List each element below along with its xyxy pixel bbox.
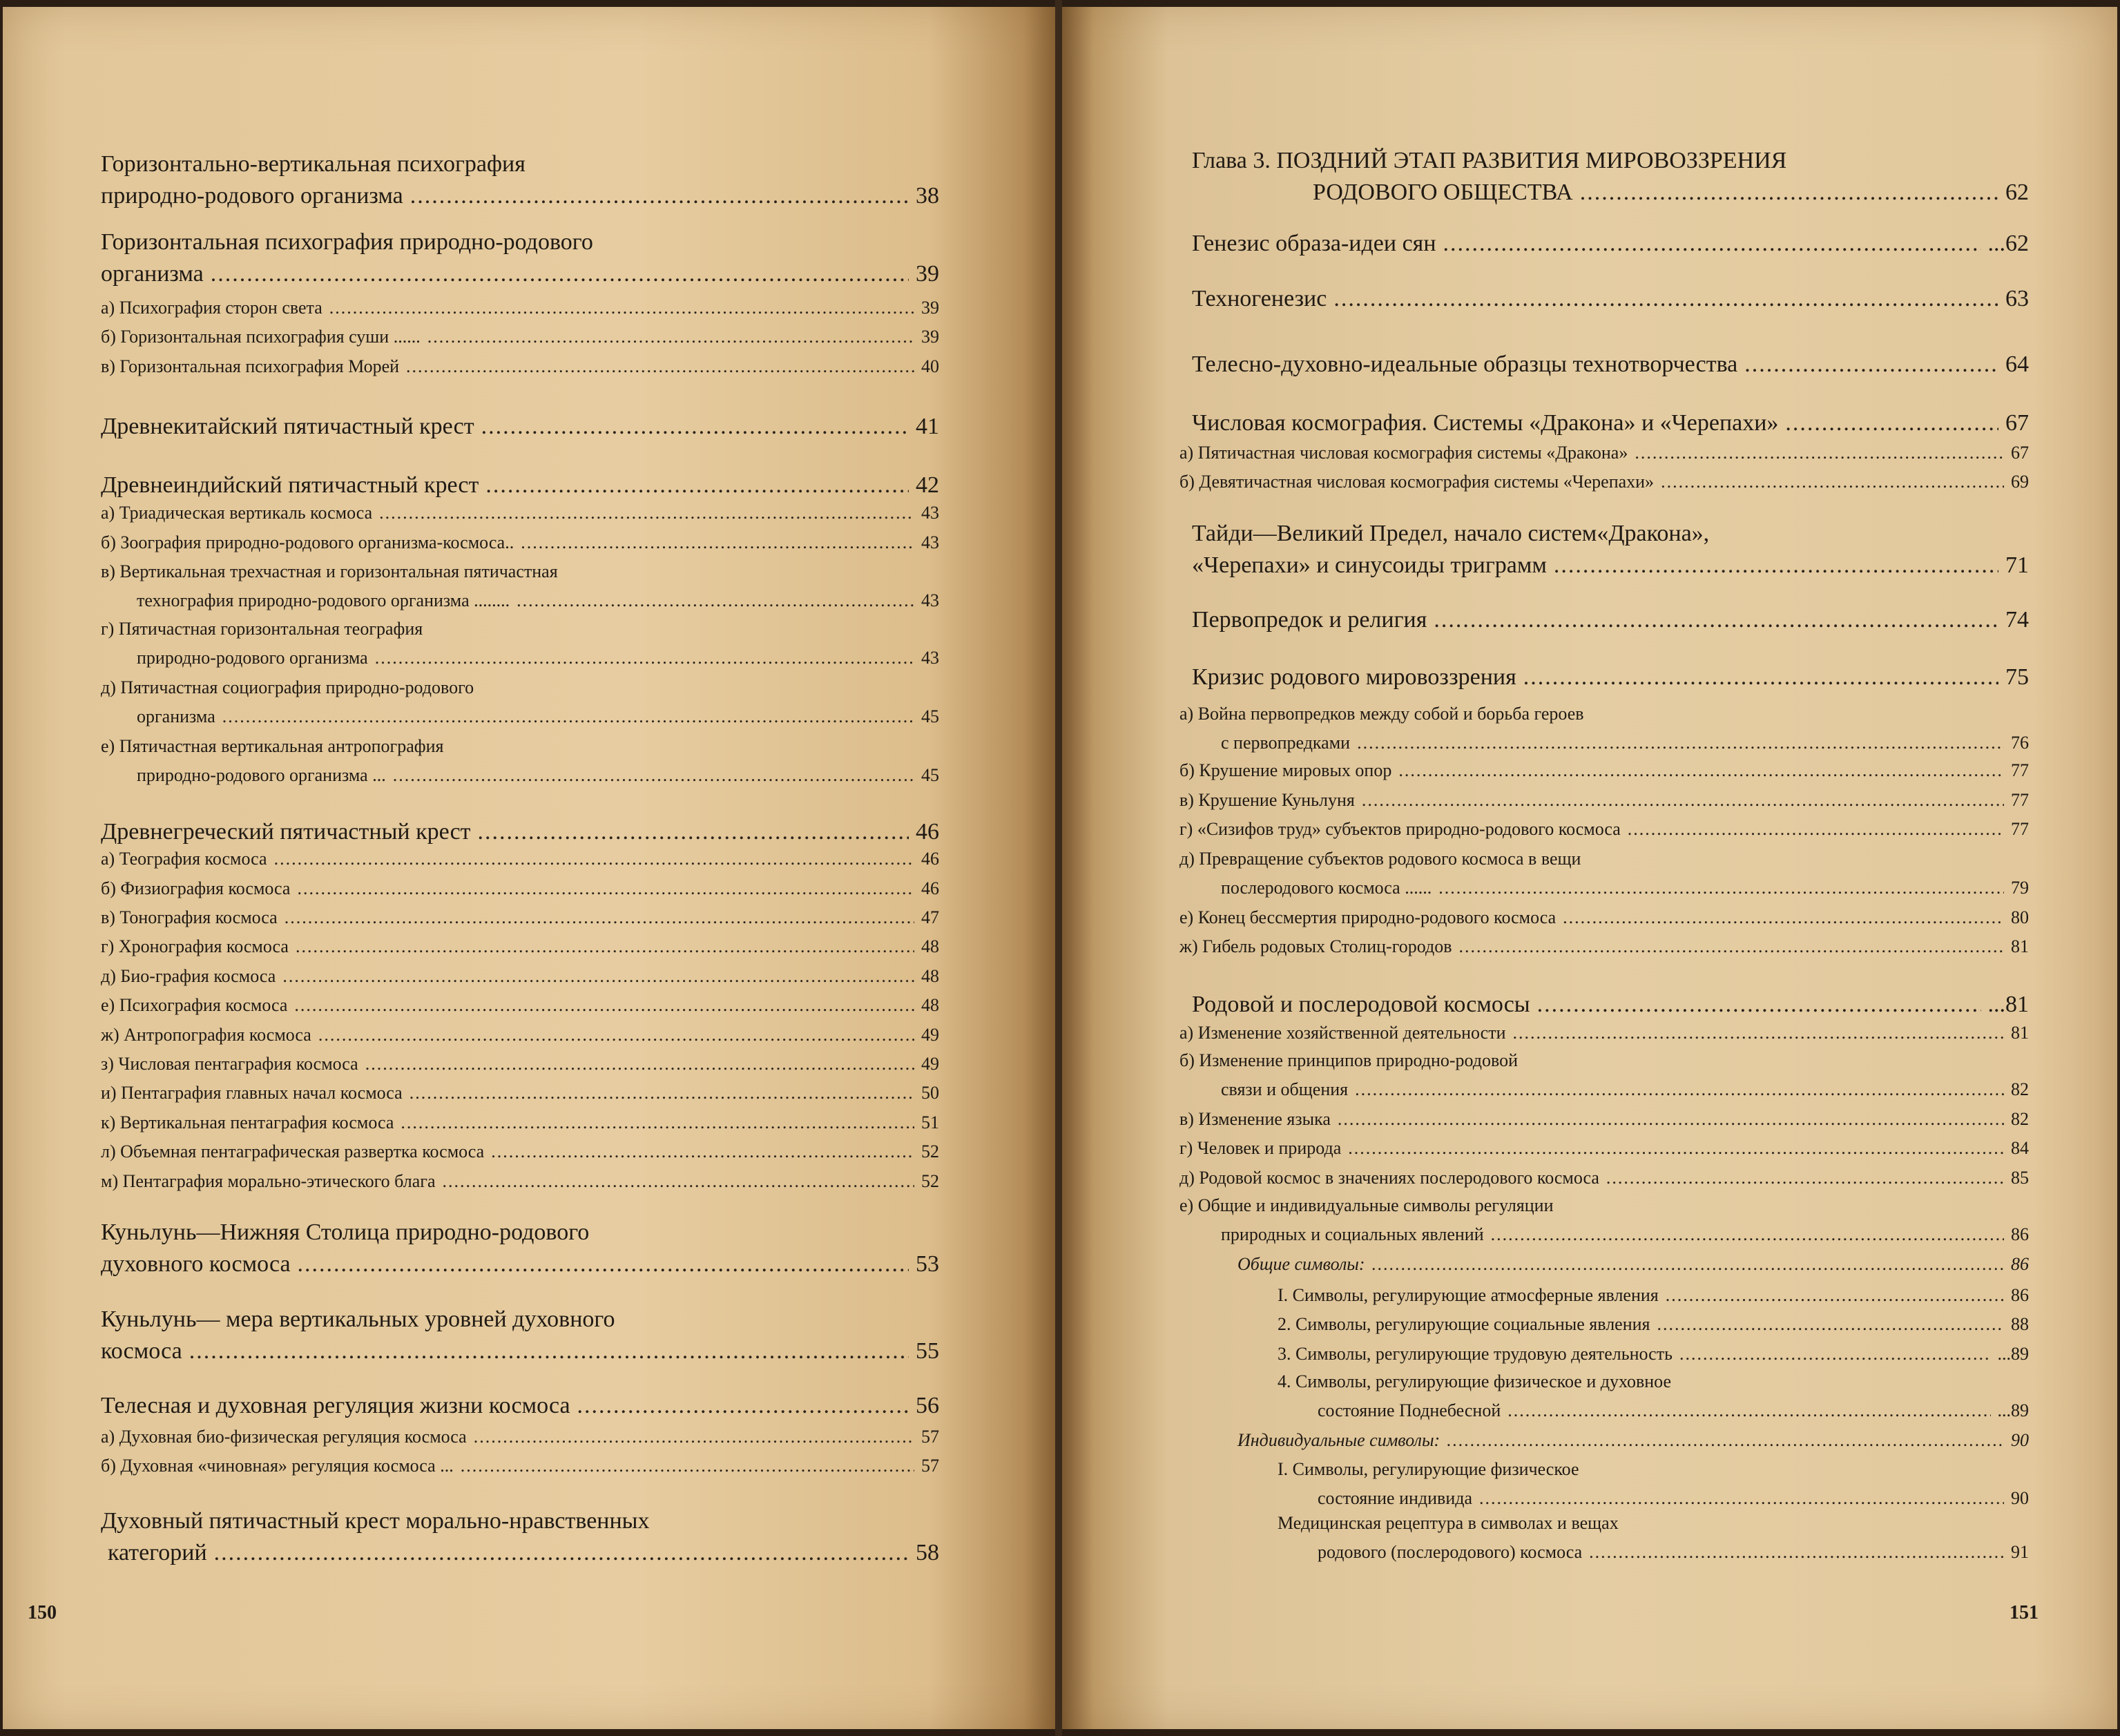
toc-entry — [101, 226, 939, 290]
dot-leader — [1491, 1220, 2004, 1249]
toc-entry-title: Медицинская рецептура в символах и вещах — [1278, 1513, 1619, 1533]
toc-page-number: 67 — [2005, 410, 2029, 436]
toc-entry-title: ж) Антропография космоса — [101, 1025, 311, 1045]
dot-leader — [1657, 1310, 2005, 1339]
toc-entry-title: связи и общения — [1221, 1079, 1349, 1099]
toc-entry-title: природно-родового организма — [101, 183, 403, 209]
toc-page-number: 45 — [921, 765, 939, 785]
toc-entry — [1179, 815, 2029, 844]
dot-leader — [461, 1452, 914, 1481]
dot-leader — [577, 1390, 909, 1422]
toc-entry-title: а) Теография космоса — [101, 849, 267, 869]
toc-entry-title: природных и социальных явлений — [1221, 1224, 1484, 1244]
dot-leader — [296, 932, 914, 961]
toc-entry-title: Числовая космография. Системы «Дракона» и «Черепахи» — [1192, 410, 1779, 436]
toc-entry-title: состояние Поднебесной — [1318, 1400, 1501, 1420]
dot-leader — [1744, 349, 1998, 380]
toc-entry-title: послеродового космоса ...... — [1221, 878, 1432, 898]
dot-leader — [521, 528, 914, 557]
toc-entry-title: технография природно-родового организма ........ — [137, 590, 510, 610]
toc-entry-title: с первопредками — [1221, 733, 1351, 753]
toc-page-number: 40 — [921, 356, 939, 376]
dot-leader — [1458, 932, 2004, 961]
toc-page-number: 84 — [2011, 1138, 2029, 1158]
toc-entry-title: б) Духовная «чиновная» регуляция космоса ... — [101, 1456, 454, 1476]
toc-entry — [101, 1137, 939, 1166]
dot-leader — [1443, 228, 1981, 260]
dot-leader — [1513, 1019, 2005, 1048]
toc-page-number: 46 — [921, 849, 939, 869]
toc-page-number: 48 — [921, 995, 939, 1015]
toc-entry — [1192, 662, 2029, 693]
toc-entry — [1192, 518, 2029, 581]
toc-page-number: 39 — [921, 327, 939, 347]
toc-entry — [101, 470, 939, 501]
toc-entry — [101, 732, 939, 790]
dot-leader — [1507, 1396, 1990, 1425]
toc-entry — [101, 148, 939, 212]
toc-entry-title: в) Горизонтальная психография Морей — [101, 356, 400, 376]
dot-leader — [1589, 1538, 2004, 1567]
dot-leader — [485, 470, 909, 501]
dot-leader — [297, 874, 914, 903]
toc-page-number: 67 — [2011, 443, 2029, 463]
toc-entry-title: Техногенезис — [1192, 286, 1327, 311]
toc-entry-title: а) Психография сторон света — [101, 298, 322, 318]
toc-page-number: 81 — [2011, 936, 2029, 956]
toc-entry-title: г) «Сизифов труд» субъектов природно-родового космоса — [1179, 819, 1621, 839]
toc-entry-title: в) Изменение языка — [1179, 1109, 1331, 1129]
dot-leader — [1666, 1281, 2004, 1310]
toc-entry-title: I. Символы, регулирующие атмосферные явления — [1278, 1285, 1659, 1305]
toc-page-number: 69 — [2011, 472, 2029, 492]
dot-leader — [478, 816, 909, 848]
toc-entry — [101, 1167, 939, 1196]
toc-entry — [101, 932, 939, 961]
toc-entry-title: д) Превращение субъектов родового космоса в вещи — [1179, 849, 1581, 869]
toc-page-number: 86 — [2011, 1285, 2029, 1305]
toc-entry-title: д) Био-графия космоса — [101, 966, 276, 986]
toc-entry — [101, 528, 939, 557]
toc-entry-title: а) Духовная био-физическая регуляция космоса — [101, 1427, 467, 1447]
toc-entry-title: Древнегреческий пятичастный крест — [101, 819, 471, 845]
toc-page-number: 49 — [921, 1025, 939, 1045]
toc-page-number: 49 — [921, 1054, 939, 1074]
toc-page-number: 50 — [921, 1083, 939, 1103]
toc-page-number: 46 — [921, 878, 939, 898]
dot-leader — [1398, 756, 2004, 785]
toc-entry-title: Куньлунь— мера вертикальных уровней духовного — [101, 1306, 615, 1332]
toc-entry-title: категорий — [108, 1540, 207, 1565]
page-number-left: 150 — [28, 1602, 57, 1623]
toc-entry-title: состояние индивида — [1318, 1488, 1473, 1508]
dot-leader — [1523, 662, 1998, 693]
dot-leader — [375, 644, 914, 673]
toc-entry — [1179, 756, 2029, 785]
toc-page-number: 63 — [2005, 286, 2029, 311]
dot-leader — [517, 586, 914, 615]
dot-leader — [211, 258, 909, 290]
toc-entry-title: е) Пятичастная вертикальная антропография — [101, 736, 444, 756]
right-toc — [1062, 7, 2117, 1729]
toc-entry-title: Общие символы: — [1237, 1254, 1365, 1274]
toc-entry-title: организма — [101, 261, 204, 287]
dot-leader — [285, 903, 914, 932]
toc-entry-title: Индивидуальные символы: — [1237, 1430, 1440, 1450]
toc-entry — [1278, 1281, 2029, 1310]
toc-page-number: 88 — [2011, 1314, 2029, 1334]
toc-entry — [101, 673, 939, 731]
toc-entry-title: I. Символы, регулирующие физическое — [1278, 1459, 1579, 1479]
toc-entry-title: ж) Гибель родовых Столиц-городов — [1179, 936, 1452, 956]
dot-leader — [1447, 1426, 2004, 1455]
dot-leader — [406, 352, 914, 381]
toc-entry-title: е) Психография космоса — [101, 995, 288, 1015]
toc-page-number: ...89 — [1997, 1344, 2029, 1364]
toc-page-number: 82 — [2011, 1079, 2029, 1099]
right-page — [1062, 7, 2117, 1729]
toc-entry — [101, 1050, 939, 1079]
toc-page-number: 48 — [921, 936, 939, 956]
toc-entry — [1179, 1105, 2029, 1134]
dot-leader — [1628, 815, 2004, 844]
toc-entry — [101, 1390, 939, 1422]
toc-entry-title: природно-родового организма — [137, 648, 368, 668]
dot-leader — [1338, 1105, 2004, 1134]
toc-entry-title: Телесно-духовно-идеальные образцы технотворчества — [1192, 351, 1738, 377]
toc-entry — [1179, 845, 2029, 903]
toc-page-number: 55 — [916, 1338, 939, 1364]
toc-entry — [1192, 407, 2029, 439]
toc-page-number: 39 — [916, 261, 939, 287]
toc-entry-title: д) Родовой космос в значениях послеродового космоса — [1179, 1168, 1599, 1188]
toc-page-number: 58 — [916, 1540, 939, 1565]
toc-page-number: 81 — [2011, 1023, 2029, 1043]
left-page — [3, 7, 1055, 1729]
dot-leader — [1537, 989, 1981, 1021]
dot-leader — [329, 293, 914, 322]
toc-entry — [101, 322, 939, 351]
toc-entry-title: б) Девятичастная числовая космография системы «Черепахи» — [1179, 472, 1655, 492]
toc-entry-title: Телесная и духовная регуляция жизни космоса — [101, 1393, 570, 1418]
toc-page-number: 46 — [916, 819, 939, 845]
dot-leader — [427, 322, 914, 351]
toc-entry — [101, 1452, 939, 1481]
toc-entry-title: в) Тонография космоса — [101, 907, 278, 927]
dot-leader — [1785, 407, 1998, 439]
dot-leader — [1606, 1164, 2004, 1193]
toc-entry — [1192, 604, 2029, 636]
toc-entry — [1192, 145, 2029, 209]
dot-leader — [214, 1537, 909, 1569]
dot-leader — [298, 1248, 909, 1280]
toc-entry-title: б) Горизонтальная психография суши ...... — [101, 327, 421, 347]
toc-entry — [1179, 467, 2029, 496]
toc-page-number: 75 — [2005, 664, 2029, 690]
toc-entry-title: Кризис родового мировоззрения — [1192, 664, 1516, 690]
toc-entry — [1179, 932, 2029, 961]
toc-entry — [101, 1505, 939, 1569]
toc-entry-title: 4. Символы, регулирующие физическое и духовное — [1278, 1371, 1672, 1391]
toc-page-number: 64 — [2005, 351, 2029, 377]
toc-page-number: 86 — [2011, 1254, 2029, 1274]
toc-entry-title: а) Война первопредков между собой и борьба героев — [1179, 704, 1584, 724]
dot-leader — [393, 761, 914, 790]
dot-leader — [1362, 786, 2004, 815]
toc-entry — [101, 557, 939, 615]
dot-leader — [274, 845, 914, 874]
toc-entry-title: а) Изменение хозяйственной деятельности — [1179, 1023, 1506, 1043]
dot-leader — [410, 180, 909, 212]
toc-entry-title: б) Физиография космоса — [101, 878, 291, 898]
toc-entry — [1179, 1046, 2029, 1104]
toc-entry-title: а) Триадическая вертикаль космоса — [101, 503, 373, 523]
dot-leader — [1679, 1340, 1991, 1369]
toc-entry-title: 3. Символы, регулирующие трудовую деятельность — [1278, 1344, 1673, 1364]
dot-leader — [379, 499, 914, 528]
toc-page-number: 76 — [2011, 733, 2029, 753]
toc-page-number: 57 — [921, 1427, 939, 1447]
dot-leader — [409, 1079, 914, 1108]
toc-page-number: 62 — [2005, 180, 2029, 205]
dot-leader — [1333, 283, 1998, 315]
toc-entry — [1278, 1455, 2029, 1513]
toc-page-number: 90 — [2011, 1488, 2029, 1508]
dot-leader — [1580, 177, 1998, 209]
toc-entry — [1179, 1019, 2029, 1048]
toc-page-number: ...89 — [1997, 1400, 2029, 1420]
toc-entry — [1278, 1340, 2029, 1369]
toc-page-number: 91 — [2011, 1542, 2029, 1562]
toc-entry-title: Горизонтально-вертикальная психография — [101, 151, 526, 177]
dot-leader — [222, 702, 914, 731]
toc-entry — [101, 903, 939, 932]
toc-entry — [1192, 349, 2029, 380]
toc-entry — [101, 1108, 939, 1137]
toc-page-number: 48 — [921, 966, 939, 986]
dot-leader — [1438, 874, 2004, 903]
toc-page-number: 53 — [916, 1251, 939, 1277]
toc-entry — [1237, 1250, 2029, 1279]
toc-entry-title: Глава 3. ПОЗДНИЙ ЭТАП РАЗВИТИЯ МИРОВОЗЗРЕНИЯ — [1192, 148, 1787, 173]
toc-entry-title: Древнеиндийский пятичастный крест — [101, 472, 479, 498]
toc-page-number: 51 — [921, 1112, 939, 1132]
toc-page-number: 39 — [921, 298, 939, 318]
toc-entry — [1192, 228, 2029, 260]
toc-page-number: 77 — [2011, 790, 2029, 810]
toc-entry — [1179, 700, 2029, 758]
toc-entry — [101, 845, 939, 874]
toc-entry-title: организма — [137, 706, 215, 726]
toc-entry — [1237, 1426, 2029, 1455]
toc-page-number: 41 — [916, 414, 939, 439]
toc-entry-title: и) Пентаграфия главных начал космоса — [101, 1083, 403, 1103]
toc-entry — [101, 991, 939, 1020]
toc-entry-title: Родовой и послеродовой космосы — [1192, 992, 1530, 1017]
toc-entry-title: Генезис образа-идеи сян — [1192, 231, 1436, 256]
toc-page-number: 85 — [2011, 1168, 2029, 1188]
toc-entry — [1179, 1134, 2029, 1163]
toc-page-number: 74 — [2005, 607, 2029, 633]
dot-leader — [1355, 1075, 2004, 1104]
toc-page-number: 77 — [2011, 819, 2029, 839]
toc-entry-title: б) Крушение мировых опор — [1179, 760, 1392, 780]
toc-page-number: 90 — [2011, 1430, 2029, 1450]
toc-entry-title: в) Вертикальная трехчастная и горизонтальная пятичастная — [101, 561, 558, 581]
toc-entry-title: г) Человек и природа — [1179, 1138, 1342, 1158]
toc-entry-title: е) Конец бессмертия природно-родового космоса — [1179, 907, 1557, 927]
toc-page-number: ...81 — [1987, 992, 2029, 1017]
toc-page-number: 52 — [921, 1171, 939, 1191]
toc-entry — [101, 411, 939, 443]
toc-page-number: 79 — [2011, 878, 2029, 898]
toc-entry — [1179, 438, 2029, 467]
toc-entry-title: з) Числовая пентаграфия космоса — [101, 1054, 358, 1074]
dot-leader — [1372, 1250, 2004, 1279]
toc-entry-title: в) Крушение Куньлуня — [1179, 790, 1355, 810]
toc-entry-title: Горизонтальная психография природно-родового — [101, 229, 593, 255]
toc-entry-title: родового (послеродового) космоса — [1318, 1542, 1583, 1562]
dot-leader — [1661, 467, 2004, 496]
toc-entry-title: л) Объемная пентаграфическая развертка космоса — [101, 1141, 485, 1161]
toc-entry — [1192, 989, 2029, 1021]
toc-entry-title: б) Зоография природно-родового организма-космоса.. — [101, 532, 514, 552]
toc-entry-title: природно-родового организма ... — [137, 765, 386, 785]
toc-entry — [101, 1021, 939, 1050]
toc-page-number: 43 — [921, 648, 939, 668]
toc-entry — [101, 1422, 939, 1452]
toc-entry — [1179, 786, 2029, 815]
toc-entry — [101, 1217, 939, 1280]
toc-entry — [1179, 1191, 2029, 1249]
toc-entry-title: Древнекитайский пятичастный крест — [101, 414, 474, 439]
left-toc — [3, 7, 1055, 1729]
toc-entry — [101, 352, 939, 381]
toc-entry — [101, 293, 939, 322]
toc-entry — [101, 816, 939, 848]
toc-page-number: 86 — [2011, 1224, 2029, 1244]
dot-leader — [1357, 729, 2004, 758]
toc-page-number: 43 — [921, 503, 939, 523]
toc-page-number: 77 — [2011, 760, 2029, 780]
dot-leader — [189, 1335, 909, 1367]
toc-entry — [101, 962, 939, 991]
dot-leader — [481, 411, 909, 443]
toc-page-number: 80 — [2011, 907, 2029, 927]
toc-page-number: 45 — [921, 706, 939, 726]
toc-entry-title: Первопредок и религия — [1192, 607, 1427, 633]
toc-page-number: 82 — [2011, 1109, 2029, 1129]
book-gutter — [1055, 0, 1062, 1736]
dot-leader — [1554, 550, 1998, 581]
toc-entry-title: б) Изменение принципов природно-родовой — [1179, 1050, 1519, 1070]
toc-entry — [101, 874, 939, 903]
toc-entry-title: г) Пятичастная горизонтальная теография — [101, 619, 423, 639]
dot-leader — [294, 991, 914, 1020]
toc-entry — [1278, 1310, 2029, 1339]
toc-page-number: 42 — [916, 472, 939, 498]
toc-entry-title: а) Пятичастная числовая космография системы «Дракона» — [1179, 443, 1628, 463]
toc-entry-title: м) Пентаграфия морально-этического блага — [101, 1171, 436, 1191]
dot-leader — [318, 1021, 914, 1050]
dot-leader — [491, 1137, 914, 1166]
toc-entry — [101, 1304, 939, 1367]
toc-entry — [1179, 1164, 2029, 1193]
dot-leader — [401, 1108, 914, 1137]
toc-page-number: 52 — [921, 1141, 939, 1161]
toc-entry-title: к) Вертикальная пентаграфия космоса — [101, 1112, 394, 1132]
toc-entry-title: космоса — [101, 1338, 182, 1364]
toc-entry-title: Тайди—Великий Предел, начало систем«Дракона», — [1192, 521, 1710, 546]
toc-entry-title: «Черепахи» и синусоиды триграмм — [1192, 552, 1547, 578]
dot-leader — [442, 1167, 914, 1196]
toc-page-number: 56 — [916, 1393, 939, 1418]
toc-entry-title: г) Хронография космоса — [101, 936, 289, 956]
toc-entry — [1192, 283, 2029, 315]
toc-page-number: 38 — [916, 183, 939, 209]
toc-page-number: ...62 — [1987, 231, 2029, 256]
toc-page-number: 43 — [921, 532, 939, 552]
toc-entry — [101, 1079, 939, 1108]
dot-leader — [1635, 438, 2004, 467]
dot-leader — [282, 962, 914, 991]
toc-entry-title: д) Пятичастная социография природно-родового — [101, 677, 474, 697]
toc-entry-title: Куньлунь—Нижняя Столица природно-родового — [101, 1219, 590, 1245]
toc-entry — [1278, 1367, 2029, 1425]
toc-entry — [101, 615, 939, 673]
toc-entry — [101, 499, 939, 528]
dot-leader — [365, 1050, 914, 1079]
toc-page-number: 57 — [921, 1456, 939, 1476]
toc-entry — [1179, 903, 2029, 932]
toc-entry-title: РОДОВОГО ОБЩЕСТВА — [1313, 180, 1573, 205]
dot-leader — [1434, 604, 1998, 636]
toc-entry-title: 2. Символы, регулирующие социальные явления — [1278, 1314, 1650, 1334]
page-number-right: 151 — [2010, 1602, 2039, 1623]
dot-leader — [1348, 1134, 2004, 1163]
toc-page-number: 43 — [921, 590, 939, 610]
toc-page-number: 71 — [2005, 552, 2029, 578]
toc-entry-title: духовного космоса — [101, 1251, 291, 1277]
dot-leader — [1563, 903, 2004, 932]
toc-entry — [1278, 1509, 2029, 1567]
dot-leader — [474, 1422, 914, 1452]
toc-entry-title: е) Общие и индивидуальные символы регуляции — [1179, 1195, 1554, 1215]
toc-page-number: 47 — [921, 907, 939, 927]
toc-entry-title: Духовный пятичастный крест морально-нравственных — [101, 1508, 650, 1534]
